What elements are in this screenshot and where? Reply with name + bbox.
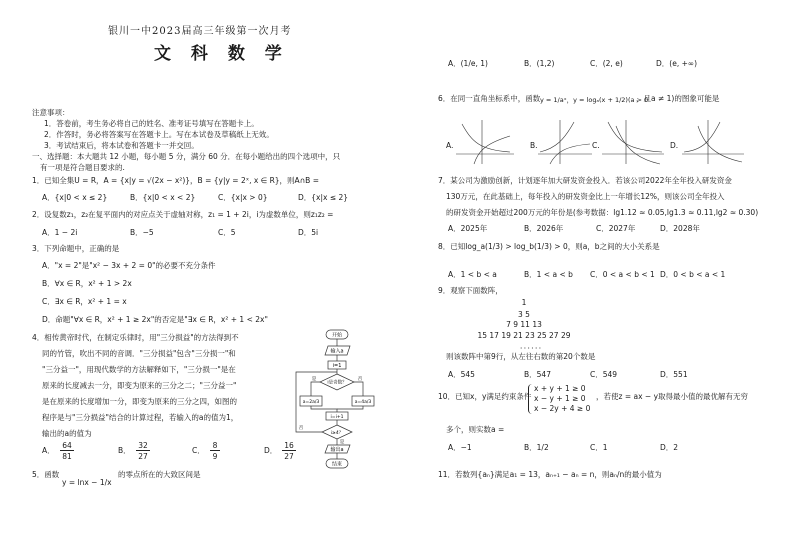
school-title: 银川一中2023届高三年级第一次月考 [108,26,292,37]
q7-option-a: A．2025年 [448,224,488,233]
flow-input-text: 输入a [330,348,344,355]
number-array-row: 7 9 11 13 [506,320,542,329]
question-9-stem: 9．观察下面数阵， [438,286,503,295]
q5-option-c: C．(2, e) [590,59,623,68]
q3-option-d: D．命题"∀x ∈ R，x² + 1 ≥ 2x"的否定是"∃x ∈ R，x² + 1 < 2x" [42,315,268,324]
flow-right-box-text: a=4a/3 [354,400,372,405]
q9-option-d: D．551 [660,370,688,379]
q8-option-b: B．1 < a < b [524,270,573,279]
question-5-tail: 的零点所在的大致区间是 [118,470,201,479]
flow-loop-yes-label: 是 [339,440,345,445]
q6-graph-a [454,118,516,166]
question-4-line: 程序是与"三分损益"结合的计算过程，若输入的a的值为1， [42,413,239,422]
question-1-stem: 1．已知全集U = R，A = {x|y = √(2x − x²)}，B = {y|y = 2ˣ, x ∈ R}，则A∩B = [32,176,319,185]
question-4-line: 4．相传黄帝时代，在制定乐律时，用"三分损益"的方法得到不 [32,333,239,342]
q6-option-c-label: C. [592,141,600,150]
q10-option-d: D．2 [660,443,679,452]
q6-graph-d [680,118,746,166]
question-7-line: 7．某公司为激励创新，计划逐年加大研发资金投入．若该公司2022年全年投入研发资金 [438,176,732,185]
q4-option-d-den: 27 [284,452,294,461]
q9-option-a: A．545 [448,370,475,379]
q4-option-d-label: D． [264,446,278,455]
q6-option-d-label: D. [670,141,679,150]
number-array-dots: ．．．．．． [520,341,547,350]
q4-option-b-num: 32 [136,441,150,451]
number-array-row: 1 [521,298,527,307]
q9-option-b: B．547 [524,370,551,379]
question-4-line: 同的竹管，吹出不同的音调．"三分损益"包含"三分损一"和 [42,349,236,358]
question-3-stem: 3．下列命题中，正确的是 [32,244,120,253]
flow-start-text: 开始 [331,332,343,339]
question-2-stem: 2．设复数z₁，z₂在复平面内的对应点关于虚轴对称，z₁ = 1 + 2i，i为虚数单位，则z₁z₂ = [32,210,334,219]
question-8-stem: 8．已知log_a(1/3) > log_b(1/3) > 0，则a，b之间的大小关系是 [438,242,660,251]
question-6-stem: 6．在同一直角坐标系中，函数 [438,94,541,103]
flow-output-text: 输出a [330,447,344,453]
q4-option-c-label: C． [192,446,205,455]
q2-option-a: A．1 − 2i [42,228,78,237]
note-item: 3．考试结束后，将本试卷和答题卡一并交回。 [44,141,199,150]
section-heading: 一、选择题：本大题共 12 小题，每小题 5 分，满分 60 分．在每小题给出的四个选项中，只 [32,152,341,161]
question-4-line: 输出的a的值为 [42,429,92,438]
q1-option-a: A．{x|0 < x ≤ 2} [42,193,108,202]
flow-loop-no-label: 否 [298,426,304,431]
q6-option-a-label: A. [446,141,454,150]
note-item: 2．作答时，务必将答案写在答题卡上。写在本试卷及草稿纸上无效。 [44,130,274,139]
q8-option-a: A．1 < b < a [448,270,497,279]
q4-option-b-label: B． [118,446,131,455]
q8-option-c: C．0 < a < b < 1 [590,270,655,279]
q5-option-d: D．(e, +∞) [656,59,698,68]
question-11-stem: 11．若数列{aₙ}满足a₁ = 13，aₙ₊₁ − aₙ = n，则aₙ/n的最小值为 [438,470,662,479]
q3-option-c: C．∃x ∈ R，x² + 1 = x [42,297,127,306]
q10-option-b: B．1/2 [524,443,549,452]
section-heading-cont: 有一项是符合题目要求的. [40,163,125,172]
number-array-row: 3 5 [518,310,530,319]
q6-option-b-label: B. [530,141,538,150]
flow-decision-text: i是奇数？ [327,380,347,386]
question-10-stem: 10．已知x，y满足约束条件 [438,392,532,401]
flow-no-label: 否 [357,377,363,382]
q4-option-c-den: 9 [212,452,218,461]
question-5-formula: y = lnx − 1/x [62,478,112,487]
program-flowchart [292,326,392,476]
question-7-line: 的研发资金开始超过200万元的年份是(参考数据：lg1.12 ≈ 0.05,lg1.3 ≈ 0.11,lg2 ≈ 0.30) [446,208,759,217]
note-item: 1．答卷前，考生务必将自己的姓名、准考证号填写在答题卡上。 [44,119,259,128]
question-5-stem: 5．函数 [32,470,60,479]
q4-option-a-num: 64 [60,441,74,451]
constraint-brace [528,384,533,414]
constraint-2: x − y + 1 ≥ 0 [534,394,586,403]
subject-title: 文 科 数 学 [154,44,289,64]
q4-option-b-den: 27 [138,452,148,461]
q7-option-b: B．2026年 [524,224,564,233]
q5-option-a: A．(1/e, 1) [448,59,488,68]
q2-option-b: B．−5 [130,228,154,237]
question-6-formula: y = 1/aˣ，y = logₐ(x + 1/2)(a > 0 [540,96,649,104]
flow-increment-text: i=i+1 [330,415,344,420]
q7-option-d: D．2028年 [660,224,700,233]
q4-option-a-label: A． [42,446,55,455]
flow-left-box-text: a=2a/3 [302,400,320,405]
q6-graph-b [536,118,594,166]
question-6-tail: ，且a ≠ 1)的图象可能是 [636,94,720,103]
q7-option-c: C．2027年 [596,224,636,233]
question-10-tail: ，若使z = ax − y取得最小值的最优解有无穷 [596,392,749,401]
question-4-line: 是在原来的长度增加一分，即变为原来的三分之四，如图的 [42,397,237,406]
q4-option-c-num: 8 [210,441,220,451]
q3-option-b: B．∀x ∈ R，x² + 1 > 2x [42,279,132,288]
number-array-row: 15 17 19 21 23 25 27 29 [477,331,571,340]
question-4-line: 原来的长度减去一分，即变为原来的三分之二；"三分益一" [42,381,237,390]
question-10-line2: 多个，则实数a = [446,425,505,434]
q3-option-a: A．"x = 2"是"x² − 3x + 2 = 0"的必要不充分条件 [42,261,216,270]
q2-option-c: C．5 [218,228,236,237]
q10-option-a: A．−1 [448,443,472,452]
q9-option-c: C．549 [590,370,618,379]
constraint-3: x − 2y + 4 ≥ 0 [534,404,591,413]
q1-option-d: D．{x|x ≤ 2} [298,193,349,202]
flow-loop-check-text: i≥4？ [330,431,344,436]
flow-init-text: i=1 [332,363,342,369]
question-4-line: "三分益一"，用现代数学的方法解释如下，"三分损一"是在 [42,365,236,374]
constraint-1: x + y + 1 ≥ 0 [534,384,586,393]
q5-option-b: B．(1,2) [524,59,555,68]
q6-graph-c [600,118,666,166]
q2-option-d: D．5i [298,228,319,237]
flow-end-text: 结束 [331,461,343,468]
q10-option-c: C．1 [590,443,608,452]
q1-option-c: C．{x|x > 0} [218,193,268,202]
q1-option-b: B．{x|0 < x < 2} [130,193,196,202]
q4-option-a-den: 81 [62,452,72,461]
q4-option-d-num: 16 [282,441,296,451]
q8-option-d: D．0 < b < a < 1 [660,270,726,279]
question-7-line: 130万元，在此基础上，每年投入的研发资金比上一年增长12%，则该公司全年投入 [446,192,725,201]
question-9-tail: 则该数阵中第9行，从左往右数的第20个数是 [446,352,596,361]
notes-heading: 注意事项： [32,108,70,117]
flow-yes-label: 是 [311,377,317,382]
